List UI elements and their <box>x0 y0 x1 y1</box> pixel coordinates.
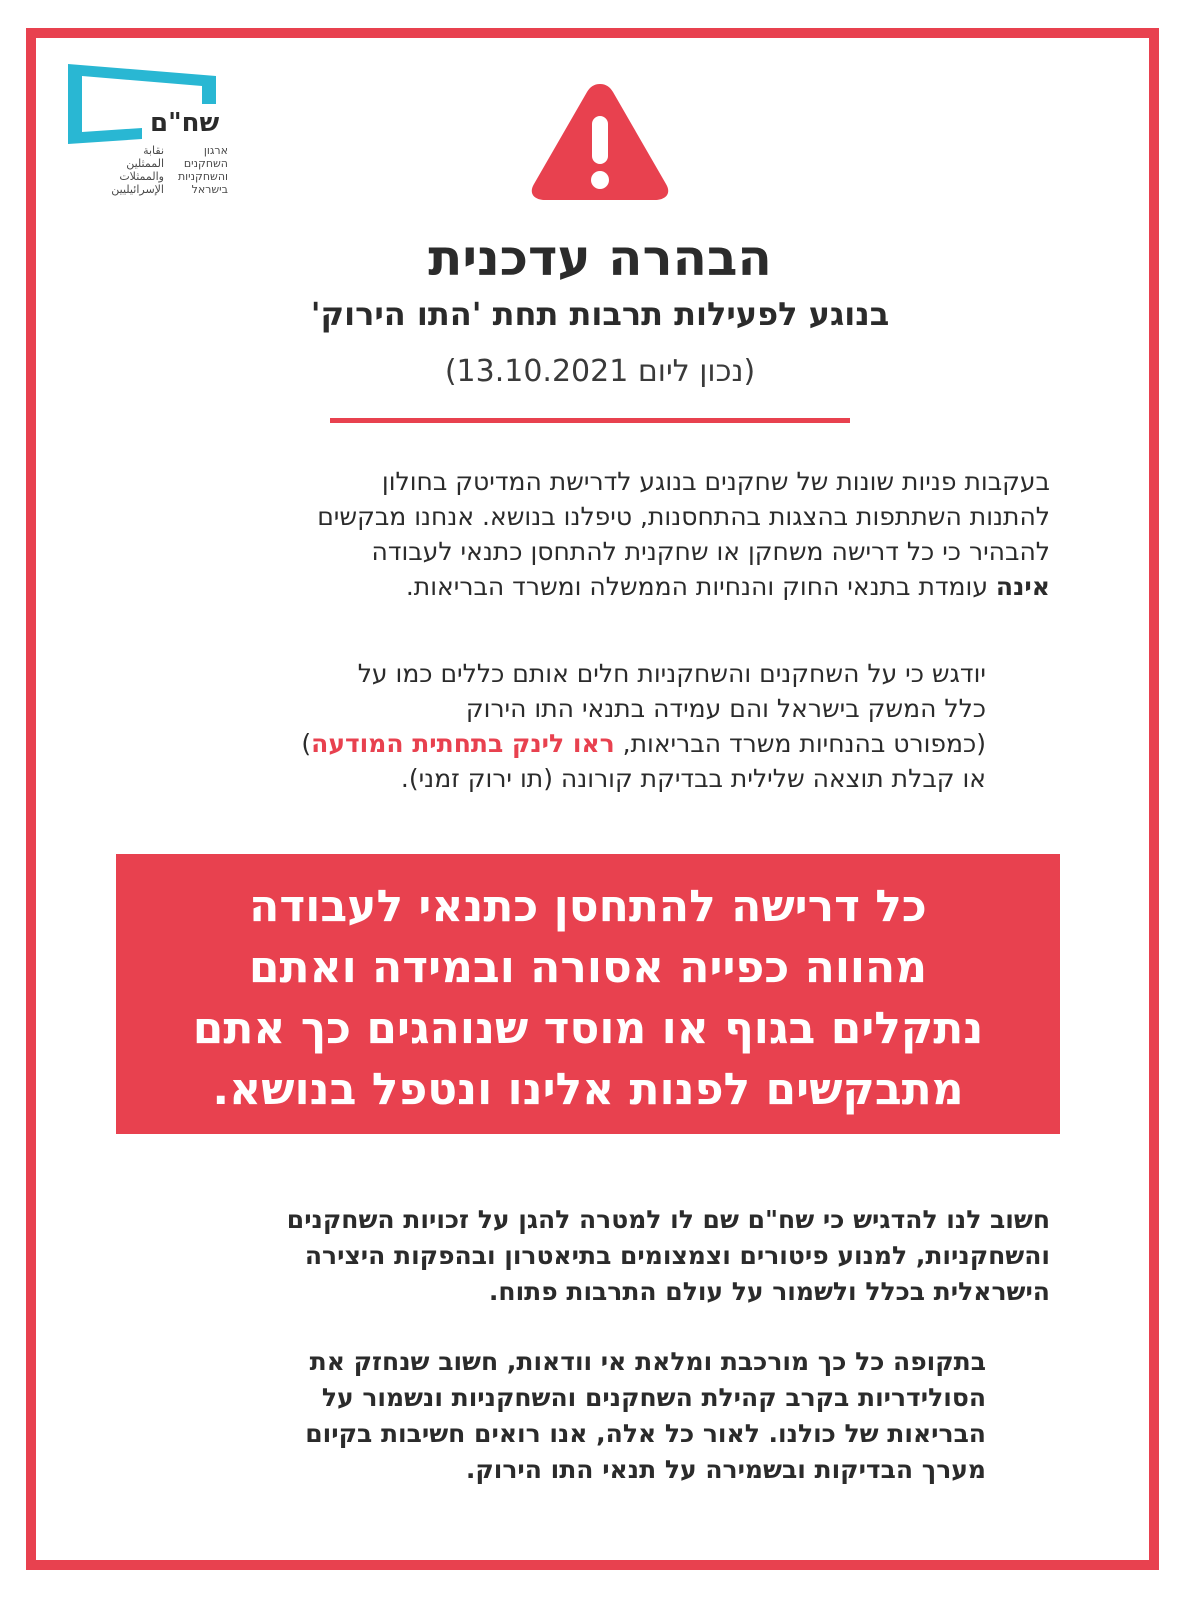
paragraph-intro: בעקבות פניות שונות של שחקנים בנוגע לדרישת המדיטק בחולון להתנות השתתפות בהצגות בהתחסנות, טיפלנו בנושא. אנחנו מבקשים להבהיר כי כל דרישה משחקן או שחקנית להתחסן כתנאי לעבודה אינה עומדת בתנאי החוק והנחיות הממשלה ומשרד הבריאות. <box>317 467 1050 601</box>
logo-hebrew-caption: ארגון השחקנים והשחקניות בישראל <box>177 144 228 196</box>
union-logo <box>68 64 228 204</box>
warning-triangle-icon <box>530 80 670 202</box>
health-ministry-link-reference[interactable]: ראו לינק בתחתית המודעה <box>311 729 615 758</box>
paragraph-mission: חשוב לנו להדגיש כי שח"ם שם לו למטרה להגן על זכויות השחקנים והשחקניות, למנוע פיטורים וצמצומים בתיאטרון ובהפקות היצירה הישראלית בכלל ולשמור על עולם התרבות פתוח. <box>286 1205 1050 1306</box>
date-note: (נכון ליום 13.10.2021) <box>444 354 756 389</box>
page-title: הבהרה עדכנית <box>428 229 772 287</box>
page-subtitle: בנוגע לפעילות תרבות תחת 'התו הירוק' <box>310 295 890 333</box>
paragraph-solidarity: בתקופה כל כך מורכבת ומלאת אי וודאות, חשוב שנחזק את הסולידריות בקרב קהילת השחקנים והשחקניות ונשמור על הבריאות של כולנו. לאור כל אלה, אנו רואים חשיבות בקיום מערך הבדיקות ובשמירה על תנאי התו הירוק. <box>305 1347 986 1484</box>
alert-banner: כל דרישה להתחסן כתנאי לעבודה מהווה כפייה אסורה ובמידה ואתם נתקלים בגוף או מוסד שנוהגים כך אתם מתבקשים לפנות אלינו ונטפל בנושא. <box>116 854 1060 1134</box>
logo-arabic-caption: نقابة الممثلين والممثلات الإسرائيليين <box>111 144 164 196</box>
paragraph-rules: יודגש כי על השחקנים והשחקניות חלים אותם כללים כמו על כלל המשק בישראל והם עמידה בתנאי התו הירוק (כמפורט בהנחיות משרד הבריאות, ראו לינק בתחתית המודעה) או קבלת תוצאה שלילית בבדיקת קורונה (תו ירוק זמני). <box>301 659 986 793</box>
section-divider <box>330 418 850 423</box>
logo-name: שח"ם <box>150 108 220 138</box>
